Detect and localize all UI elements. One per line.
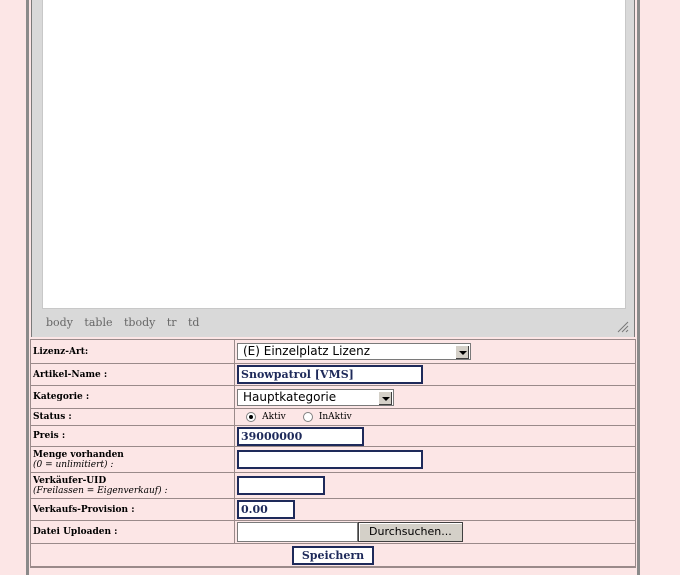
save-button[interactable]: Speichern [292, 546, 374, 565]
chevron-down-icon[interactable] [378, 391, 392, 405]
editor-element-path [46, 316, 207, 329]
status-aktiv-label: Aktiv [262, 411, 286, 422]
path-table[interactable]: table [84, 316, 113, 329]
status-label: Status : [31, 409, 235, 426]
chevron-down-icon[interactable] [455, 345, 469, 359]
frame-left-border [26, 0, 29, 575]
preis-input[interactable]: 39000000 [237, 427, 364, 446]
verkaeufer-uid-label: Verkäufer-UID [33, 475, 107, 486]
path-tr[interactable]: tr [166, 316, 177, 329]
editor-right-border [634, 0, 635, 337]
lizenz-art-value: (E) Einzelplatz Lizenz [243, 344, 371, 358]
form-row-status [31, 409, 636, 426]
path-tbody[interactable]: tbody [123, 316, 156, 329]
preis-label: Preis : [31, 426, 235, 447]
status-inaktiv-label: InAktiv [318, 411, 352, 422]
kategorie-select[interactable] [237, 389, 394, 406]
verkaeufer-uid-sublabel: (Freilassen = Eigenverkauf) : [33, 485, 168, 496]
frame-right-border [637, 0, 640, 575]
artikel-name-input[interactable]: Snowpatrol [VMS] [237, 365, 423, 384]
status-inaktiv-radio[interactable] [303, 412, 313, 422]
form-row-lizenz-art [31, 340, 636, 364]
verkaeufer-uid-input[interactable] [237, 476, 325, 495]
status-aktiv-radio[interactable] [246, 412, 256, 422]
form-row-menge [31, 447, 636, 473]
form-row-upload [31, 521, 636, 544]
menge-sublabel: (0 = unlimitiert) : [33, 459, 114, 470]
editor-content-area[interactable] [42, 0, 626, 309]
browse-button[interactable]: Durchsuchen... [358, 522, 463, 542]
provision-label: Verkaufs-Provision : [31, 499, 235, 521]
path-body[interactable]: body [46, 316, 73, 329]
kategorie-label: Kategorie : [31, 386, 235, 409]
lizenz-art-label: Lizenz-Art: [31, 340, 235, 364]
file-path-input[interactable] [237, 522, 358, 542]
form-row-kategorie [31, 386, 636, 409]
menge-label: Menge vorhanden [33, 449, 124, 460]
form-bottom-border [30, 567, 636, 568]
resize-grip-icon[interactable] [617, 321, 629, 333]
path-td[interactable]: td [188, 316, 200, 329]
form-row-provision [31, 499, 636, 521]
editor-left-border [31, 0, 32, 337]
datei-upload-label: Datei Uploaden : [31, 521, 235, 544]
menge-input[interactable] [237, 450, 423, 469]
artikel-name-label: Artikel-Name : [31, 364, 235, 386]
form-row-verkaeufer-uid [31, 473, 636, 499]
lizenz-art-select[interactable] [237, 343, 471, 360]
article-form [30, 339, 636, 567]
kategorie-value: Hauptkategorie [243, 389, 337, 404]
provision-input[interactable]: 0.00 [237, 500, 295, 519]
form-row-preis [31, 426, 636, 447]
form-row-artikel-name [31, 364, 636, 386]
form-row-save [31, 544, 636, 567]
